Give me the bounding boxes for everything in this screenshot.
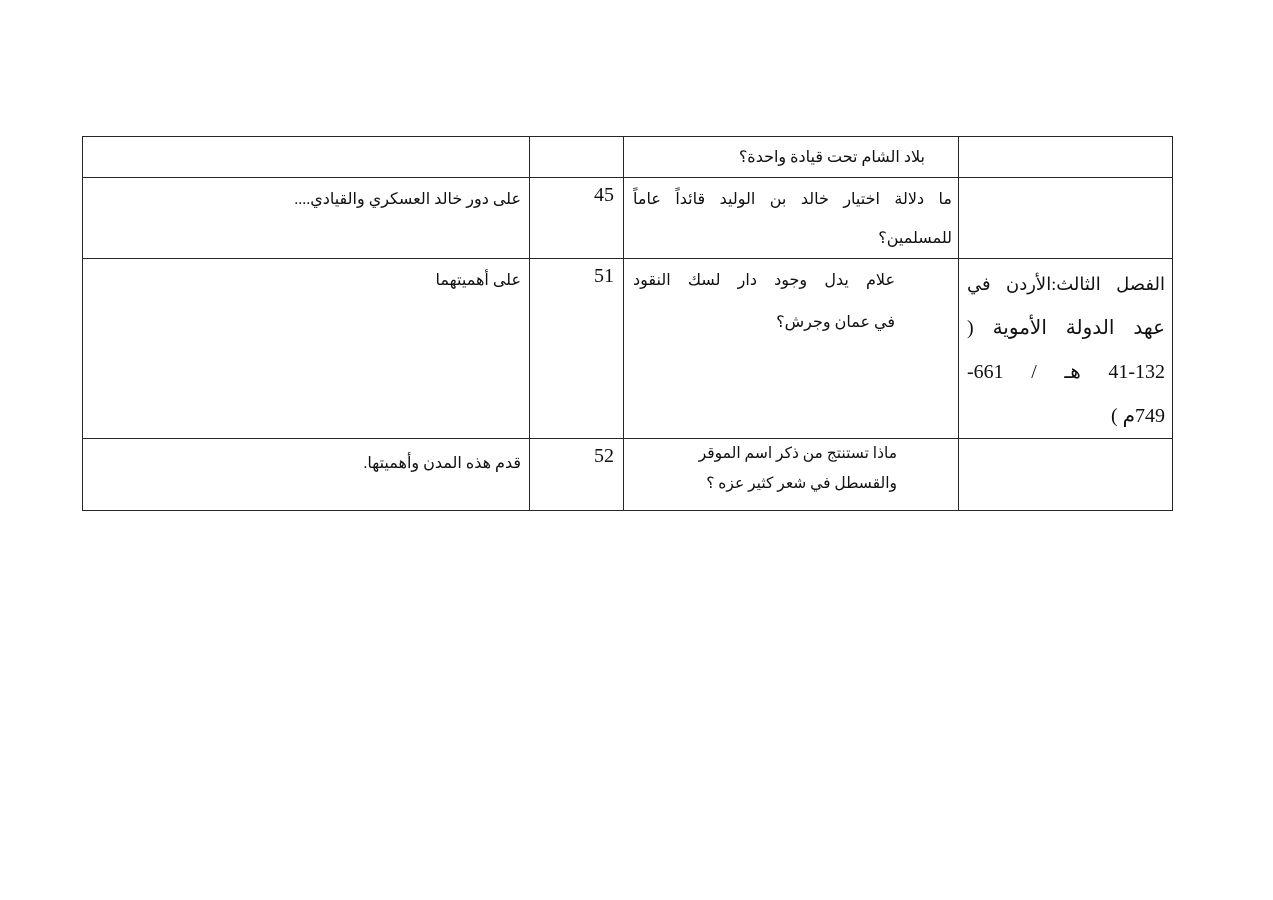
answer-cell <box>83 259 530 439</box>
page-number: 52 <box>594 445 614 467</box>
question-line: بلاد الشام تحت قيادة واحدة؟ <box>738 149 925 166</box>
answer-text: على دور خالد العسكري والقيادي.... <box>294 191 521 208</box>
page-cell <box>530 178 624 259</box>
answer-text: قدم هذه المدن وأهميتها. <box>363 455 521 472</box>
chapter-line: عهد الدولة الأموية ( <box>967 317 1165 339</box>
table-row <box>83 439 1173 511</box>
question-line: علام يدل وجود دار لسك النقود <box>633 272 895 289</box>
question-line: ماذا تستنتج من ذكر اسم الموقر <box>698 445 897 462</box>
table-row <box>83 259 1173 439</box>
question-cell <box>624 259 959 439</box>
answer-cell <box>83 439 530 511</box>
chapter-line: 749م ) <box>1110 405 1165 427</box>
chapter-line: 41-132 هـ / 661- <box>967 361 1165 383</box>
question-cell <box>624 178 959 259</box>
answer-text: على أهميتهما <box>435 272 521 289</box>
answer-cell <box>83 178 530 259</box>
page-number: 45 <box>594 184 614 206</box>
questions-table <box>82 136 1173 511</box>
page-number: 51 <box>594 265 614 287</box>
chapter-cell <box>959 178 1173 259</box>
answer-cell <box>83 137 530 178</box>
question-cell <box>624 137 959 178</box>
page-cell <box>530 439 624 511</box>
chapter-cell <box>959 439 1173 511</box>
question-line: للمسلمين؟ <box>878 230 952 247</box>
question-line: ما دلالة اختيار خالد بن الوليد قائداً عاماً <box>633 191 952 208</box>
question-line: في عمان وجرش؟ <box>776 314 895 331</box>
chapter-cell <box>959 137 1173 178</box>
chapter-line: الفصل الثالث:الأردن في <box>967 274 1165 294</box>
table-row <box>83 137 1173 178</box>
table-row <box>83 178 1173 259</box>
page-cell <box>530 137 624 178</box>
question-cell <box>624 439 959 511</box>
chapter-cell <box>959 259 1173 439</box>
page-cell <box>530 259 624 439</box>
question-line: والقسطل في شعر كثير عزه ؟ <box>706 475 897 492</box>
